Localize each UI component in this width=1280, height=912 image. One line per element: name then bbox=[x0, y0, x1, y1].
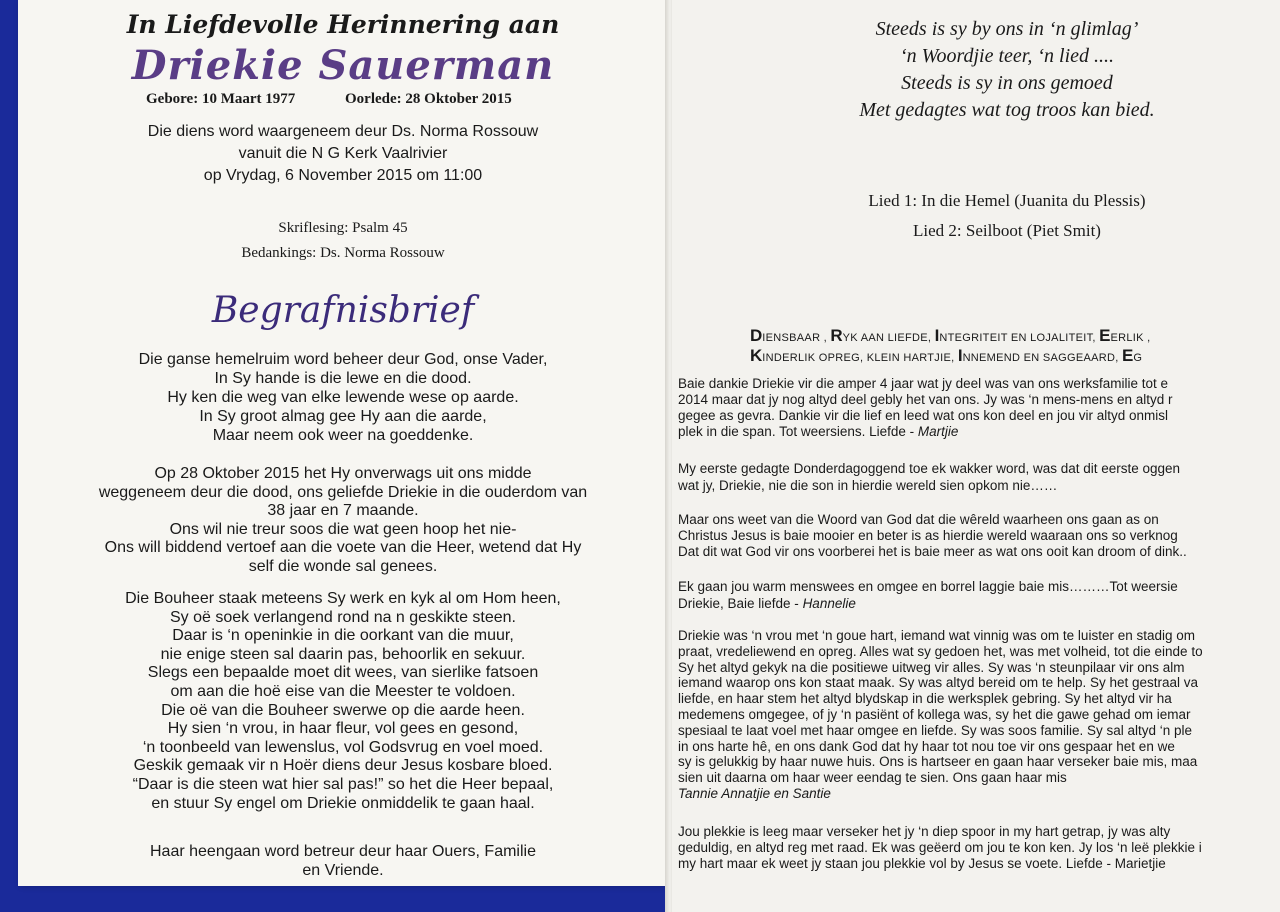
signature: Martjie bbox=[917, 424, 959, 439]
tribute-text: my hart maar ek weet jy staan jou plekkie vol by Jesus se voete. Liefde - bbox=[678, 856, 1115, 871]
tribute-hannelie bbox=[678, 578, 1178, 612]
tribute-line: in ons harte hê, en ons dank God dat hy haar tot nou toe vir ons gespaar het en we bbox=[678, 738, 1175, 754]
paragraph-line: Ons wil nie treur soos die wat geen hoop het nie- bbox=[169, 520, 517, 538]
acrostic-word: G bbox=[1133, 352, 1143, 364]
right-page bbox=[672, 0, 1280, 912]
verse-line: Steeds is sy by ons in ‘n glimlag’ bbox=[875, 18, 1139, 40]
tribute-line: Christus Jesus is baie mooier en beter is as hierdie wereld waaraan ons so verknog bbox=[678, 528, 1178, 543]
tribute-line: spesiaal te laat voel met haar omgee en liefde. Sy was soos familie. Sy sal altyd ‘n ple bbox=[678, 722, 1193, 738]
tribute-line: praat, vredeliewend en opreg. Alles wat sy gedoen het, was met volheid, tot die einde to bbox=[678, 643, 1203, 659]
paragraph-line: Ons will biddend vertoef aan die voete van die Heer, wetend dat Hy bbox=[104, 539, 582, 556]
poem-line: Hy sien ‘n vrou, in haar fleur, vol gees en gesond, bbox=[167, 720, 519, 738]
poem-line: en stuur Sy engel om Driekie onmiddelik te gaan haal. bbox=[151, 794, 535, 812]
memorial-heading: In Liefdevolle Herinnering aan bbox=[126, 10, 560, 39]
service-line: Die diens word waargeneem deur Ds. Norma Rossouw bbox=[147, 123, 539, 140]
paragraph-line: self die wonde sal genees. bbox=[248, 557, 438, 575]
closing-line: en Vriende. bbox=[302, 862, 384, 879]
acrostic-line-2 bbox=[750, 346, 1142, 366]
tribute-martjie bbox=[678, 376, 1173, 440]
tribute-line bbox=[678, 424, 1173, 440]
service-line: vanuit die N G Kerk Vaalrivier bbox=[238, 145, 448, 162]
poem-line: In Sy groot almag gee Hy aan die aarde, bbox=[199, 408, 487, 425]
thanks-line: Bedankings: Ds. Norma Rossouw bbox=[241, 245, 445, 261]
tribute-line: gegee as gevra. Dankie vir die lief en leed wat ons kon deel en jou vir altyd onmisl bbox=[678, 408, 1169, 423]
paragraph-line: Op 28 Oktober 2015 het Hy onverwags uit ons midde bbox=[154, 465, 532, 482]
tribute-line: Sy het altyd gekyk na die positiewe uitweg vir alles. Sy was ‘n steunpilaar vir ons alm bbox=[678, 659, 1185, 675]
death-date: Oorlede: 28 Oktober 2015 bbox=[345, 91, 512, 107]
verse-line: Met gedagtes wat tog troos kan bied. bbox=[859, 99, 1155, 121]
acrostic-cap: E bbox=[1121, 346, 1134, 365]
tribute-line: sien uit daarna om haar weer eendag te sien. Ons gaan haar mis bbox=[678, 770, 1067, 786]
tribute-line: Ek gaan jou warm menswees en omgee en borrel laggie baie mis………Tot weersie bbox=[678, 579, 1178, 594]
acrostic-line-1 bbox=[750, 326, 1150, 346]
service-details bbox=[18, 120, 668, 188]
paragraph-line: 38 jaar en 7 maande. bbox=[267, 502, 419, 519]
verse-line: Steeds is sy in ons gemoed bbox=[901, 72, 1113, 94]
tribute-line: iemand waarop ons kon staat maak. Sy was altyd bereid om te help. Sy het gestraal va bbox=[678, 675, 1199, 691]
song-item: Lied 1: In die Hemel (Juanita du Plessis) bbox=[868, 191, 1146, 210]
acrostic-cap: E bbox=[1099, 326, 1111, 345]
tribute-line: Maar ons weet van die Woord van God dat die wêreld waarheen ons gaan as on bbox=[678, 512, 1159, 527]
acrostic-word: NNEMEND EN SAGGEAARD, bbox=[962, 352, 1122, 364]
tribute-line: medemens omgegee, of jy ‘n pasiënt of kollega was, sy het die gawe gehad om iemar bbox=[678, 706, 1191, 722]
tribute-line bbox=[678, 856, 1202, 872]
scripture-reading: Skriflesing: Psalm 45 bbox=[278, 220, 408, 236]
poem-opening bbox=[18, 350, 668, 445]
deceased-name: Driekie Sauerman bbox=[131, 42, 555, 89]
tribute-line bbox=[678, 595, 1178, 612]
poem-line: ‘n toonbeeld van lewenslus, vol Godsvrug en voel moed. bbox=[142, 738, 544, 756]
tribute-text: Driekie, Baie liefde - bbox=[678, 596, 803, 611]
tribute-annatjie-santie bbox=[678, 628, 1203, 802]
tribute-line: 2014 maar dat jy nog altyd deel gebly het van ons. Jy was ‘n mens-mens en altyd r bbox=[678, 392, 1173, 407]
tribute-morning bbox=[678, 460, 1180, 494]
poem-line: nie enige steen sal daarin pas, behoorlik en sekuur. bbox=[160, 645, 526, 663]
acrostic-cap: R bbox=[830, 326, 843, 345]
acrostic-word: INDERLIK OPREG, KLEIN HARTJIE, bbox=[762, 352, 958, 364]
poem-line: Slegs een bepaalde moet dit wees, van sierlike fatsoen bbox=[147, 664, 539, 682]
announcement-paragraph bbox=[18, 465, 668, 576]
acrostic-cap: I bbox=[934, 326, 940, 345]
poem-line: Die Bouheer staak meteens Sy werk en kyk al om Hom heen, bbox=[125, 590, 561, 607]
service-line: op Vrydag, 6 November 2015 om 11:00 bbox=[203, 167, 483, 184]
closing-note bbox=[18, 842, 668, 880]
acrostic-word: ERLIK , bbox=[1110, 332, 1151, 344]
acrostic-word: YK AAN LIEFDE, bbox=[842, 332, 935, 344]
verse-line: ‘n Woordjie teer, ‘n lied .... bbox=[899, 45, 1115, 67]
tribute-faith bbox=[678, 512, 1187, 560]
left-page bbox=[18, 0, 668, 886]
poem-builder bbox=[18, 590, 668, 813]
poem-line: Geskik gemaak vir n Hoër diens deur Jesus kosbare bloed. bbox=[133, 757, 553, 775]
tribute-line: My eerste gedagte Donderdagoggend toe ek wakker word, was dat dit eerste oggen bbox=[678, 461, 1181, 476]
tribute-marietjie bbox=[678, 824, 1202, 872]
acrostic-cap: K bbox=[750, 346, 763, 365]
poem-line: Die ganse hemelruim word beheer deur God, onse Vader, bbox=[138, 351, 548, 368]
poem-line: om aan die hoë eise van die Meester te voldoen. bbox=[170, 682, 516, 700]
paragraph-line: weggeneem deur die dood, ons geliefde Driekie in die ouderdom van bbox=[98, 483, 588, 501]
tribute-line: geduldig, en altyd reg met raad. Ek was geëerd om jou te kon ken. Jy los ‘n leë plekkie i bbox=[678, 840, 1202, 855]
signature: Tannie Annatjie en Santie bbox=[678, 785, 831, 801]
tribute-line: sy is gelukkig by haar nuwe huis. Ons is hartseer en gaan haar verseker baie mis, maa bbox=[678, 754, 1198, 770]
song-list bbox=[672, 186, 1280, 246]
birth-date: Gebore: 10 Maart 1977 bbox=[146, 91, 296, 107]
poem-line: Daar is ‘n openinkie in die oorkant van die muur, bbox=[172, 627, 514, 645]
song-item: Lied 2: Seilboot (Piet Smit) bbox=[913, 221, 1101, 240]
acrostic-word: NTEGRITEIT EN LOJALITEIT, bbox=[939, 332, 1100, 344]
poem-line: Die oë van die Bouheer swerwe op die aarde heen. bbox=[161, 701, 525, 719]
tribute-line: Baie dankie Driekie vir die amper 4 jaar wat jy deel was van ons werksfamilie tot e bbox=[678, 376, 1168, 391]
memorial-verse bbox=[672, 16, 1280, 124]
acrostic-cap: D bbox=[750, 326, 763, 345]
tribute-line: wat jy, Driekie, nie die son in hierdie wereld sien opkom nie…… bbox=[678, 478, 1058, 493]
acrostic-cap: I bbox=[957, 346, 963, 365]
poem-line: Maar neem ook weer na goeddenke. bbox=[212, 427, 474, 444]
section-title: Begrafnisbrief bbox=[211, 290, 475, 331]
signature: Hannelie bbox=[802, 596, 856, 611]
closing-line: Haar heengaan word betreur deur haar Ouers, Familie bbox=[150, 843, 536, 860]
poem-line: “Daar is die steen wat hier sal pas!” so het die Heer bepaal, bbox=[132, 775, 554, 793]
poem-line: In Sy hande is die lewe en die dood. bbox=[214, 370, 472, 387]
tribute-line: liefde, en haar stem het altyd blydskap in die werksplek gebring. Sy het altyd vir ha bbox=[678, 691, 1172, 707]
tribute-text: plek in die span. Tot weersiens. Liefde - bbox=[678, 424, 918, 439]
tribute-line: Driekie was ‘n vrou met ‘n goue hart, iemand wat vinnig was om te luister en stadig om bbox=[678, 628, 1195, 643]
tribute-line bbox=[678, 786, 1203, 802]
signature: Marietjie bbox=[1114, 856, 1166, 871]
acrostic-word: IENSBAAR , bbox=[762, 332, 831, 344]
poem-line: Sy oë soek verlangend rond na n geskikte steen. bbox=[170, 608, 516, 626]
tribute-line: Dat dit wat God vir ons voorberei het is baie meer as wat ons ooit kan droom of dink.. bbox=[678, 544, 1187, 559]
tribute-line: Jou plekkie is leeg maar verseker het jy ‘n diep spoor in my hart getrap, jy was alty bbox=[678, 824, 1171, 839]
poem-line: Hy ken die weg van elke lewende wese op aarde. bbox=[167, 389, 519, 406]
